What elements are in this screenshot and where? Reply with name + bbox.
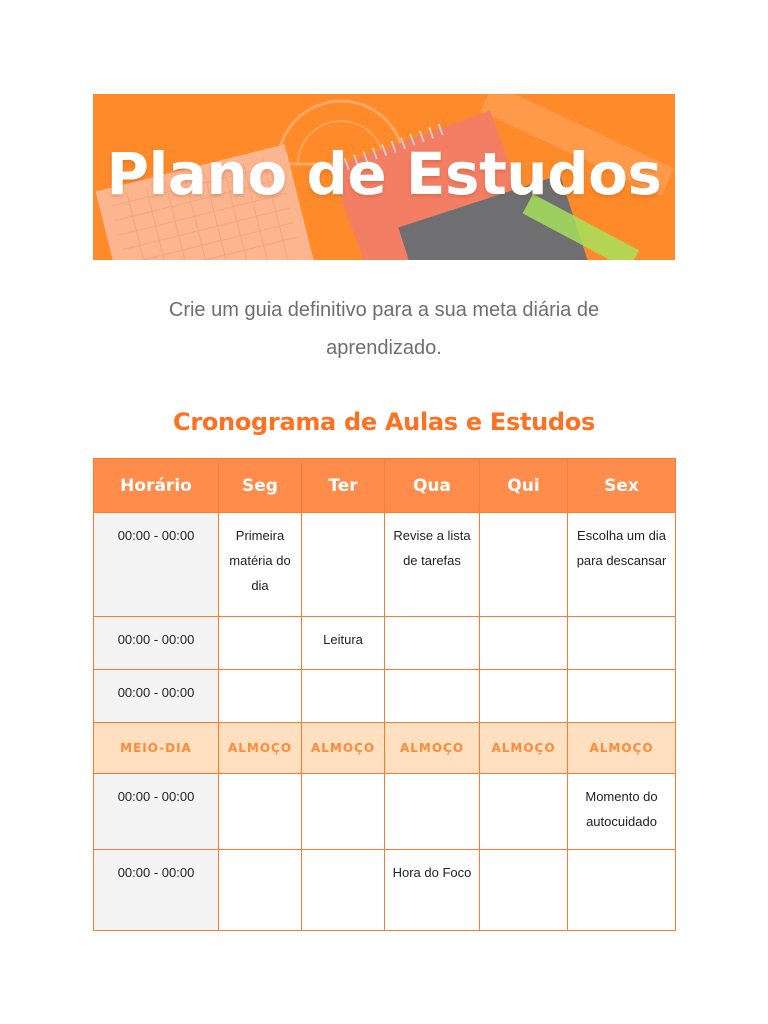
table-cell[interactable]	[480, 617, 568, 670]
schedule-table	[93, 458, 676, 931]
header-time: Horário	[94, 459, 219, 513]
table-row	[94, 850, 676, 931]
table-cell[interactable]	[219, 774, 302, 850]
table-cell[interactable]: Hora do Foco	[385, 850, 480, 931]
time-cell: 00:00 - 00:00	[94, 774, 219, 850]
table-cell[interactable]	[480, 774, 568, 850]
page-title: Plano de Estudos	[106, 140, 662, 208]
table-cell[interactable]	[568, 850, 676, 931]
time-cell: 00:00 - 00:00	[94, 670, 219, 723]
table-row	[94, 617, 676, 670]
header-mon: Seg	[219, 459, 302, 513]
schedule-title: Cronograma de Aulas e Estudos	[173, 408, 595, 436]
table-cell[interactable]: Primeira matéria do dia	[219, 513, 302, 617]
time-cell: 00:00 - 00:00	[94, 850, 219, 931]
header-fri: Sex	[568, 459, 676, 513]
lunch-cell: ALMOÇO	[480, 723, 568, 774]
header-tue: Ter	[302, 459, 385, 513]
table-cell[interactable]	[302, 850, 385, 931]
table-cell[interactable]	[219, 670, 302, 723]
table-cell[interactable]	[568, 670, 676, 723]
table-cell[interactable]	[385, 774, 480, 850]
table-cell[interactable]	[302, 670, 385, 723]
lunch-cell: ALMOÇO	[302, 723, 385, 774]
table-cell[interactable]	[302, 513, 385, 617]
table-cell[interactable]: Revise a lista de tarefas	[385, 513, 480, 617]
table-cell[interactable]	[480, 850, 568, 931]
header-thu: Qui	[480, 459, 568, 513]
page-subtitle: Crie um guia definitivo para a sua meta diária de aprendizado.	[168, 299, 600, 359]
lunch-row	[94, 723, 676, 774]
table-cell[interactable]	[480, 513, 568, 617]
table-cell[interactable]	[385, 670, 480, 723]
table-header-row	[94, 459, 676, 513]
header-wed: Qua	[385, 459, 480, 513]
lunch-cell: ALMOÇO	[568, 723, 676, 774]
table-cell[interactable]: Momento do autocuidado	[568, 774, 676, 850]
table-cell[interactable]	[219, 850, 302, 931]
table-cell[interactable]	[219, 617, 302, 670]
lunch-cell: ALMOÇO	[219, 723, 302, 774]
table-cell[interactable]	[385, 617, 480, 670]
table-row	[94, 774, 676, 850]
time-cell: 00:00 - 00:00	[94, 513, 219, 617]
lunch-cell: ALMOÇO	[385, 723, 480, 774]
table-cell[interactable]	[568, 617, 676, 670]
table-cell[interactable]	[302, 774, 385, 850]
table-cell[interactable]: Escolha um dia para descansar	[568, 513, 676, 617]
table-cell[interactable]: Leitura	[302, 617, 385, 670]
time-cell: 00:00 - 00:00	[94, 617, 219, 670]
table-row	[94, 670, 676, 723]
lunch-time-cell: MEIO-DIA	[94, 723, 219, 774]
table-row	[94, 513, 676, 617]
table-cell[interactable]	[480, 670, 568, 723]
